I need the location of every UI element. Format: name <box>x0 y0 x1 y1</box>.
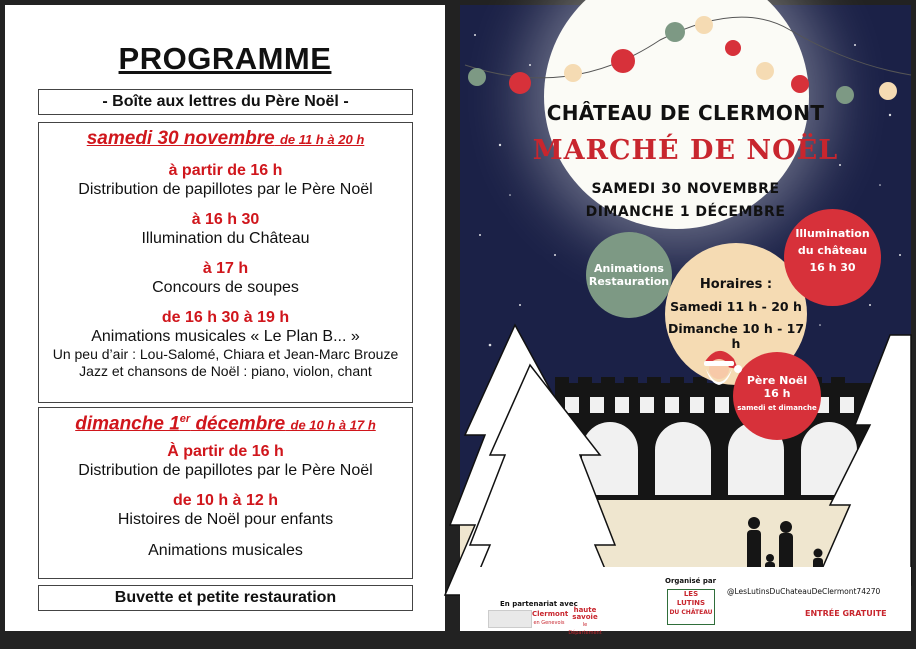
poster-date-1: SAMEDI 30 NOVEMBRE <box>591 181 780 197</box>
event-time: à 16 h 30 <box>191 211 260 228</box>
event-time: à 17 h <box>202 260 249 277</box>
poster-subtitle: MARCHÉ DE NOËL <box>532 135 839 166</box>
partner-photo-logo <box>488 610 532 628</box>
event-time: de 10 h à 12 h <box>173 492 278 510</box>
poster-title: CHÂTEAU DE CLERMONT <box>546 101 825 125</box>
haute-savoie-logo: haute savoie le Département <box>568 606 602 636</box>
day2-box <box>38 407 413 579</box>
event-desc: Distribution de papillotes par le Père Noël <box>78 462 373 480</box>
buvette-box: Buvette et petite restauration <box>38 585 413 611</box>
event-desc: Concours de soupes <box>152 279 299 296</box>
event-extra: Animations musicales <box>148 542 303 560</box>
event-desc: Histoires de Noël pour enfants <box>117 511 334 529</box>
event-time: À partir de 16 h <box>167 443 284 461</box>
horaires-badge: Horaires : Samedi 11 h - 20 h Dimanche 10 h - 17 h <box>665 243 807 385</box>
social-handle: @LesLutinsDuChateauDeClermont74270 <box>727 587 881 596</box>
illumination-badge: Illumination du château 16 h 30 <box>784 209 881 306</box>
event-desc: Animations musicales « Le Plan B... » <box>91 328 360 345</box>
event-desc: Distribution de papillotes par le Père Noël <box>78 181 373 198</box>
poster-date-2: DIMANCHE 1 DÉCEMBRE <box>585 204 786 220</box>
santa-icon <box>698 345 740 391</box>
event-extra: Jazz et chansons de Noël : piano, violon, chant <box>79 363 372 379</box>
event-extra: Un peu d’air : Lou-Salomé, Chiara et Jean-Marc Brouze <box>52 346 399 362</box>
partenariat-label: En partenariat avec <box>500 600 578 608</box>
day1-box <box>38 122 413 403</box>
organise-label: Organisé par <box>665 577 717 585</box>
animations-badge: Animations Restauration <box>586 232 672 318</box>
event-time: à partir de 16 h <box>168 162 283 179</box>
programme-title: PROGRAMME <box>118 41 332 76</box>
poster <box>460 5 911 636</box>
day1-heading: samedi 30 novembre de 11 h à 20 h <box>86 128 365 149</box>
day2-heading: dimanche 1er décembre de 10 h à 17 h <box>75 413 376 435</box>
clermont-logo: Clermont en Genevois <box>532 610 569 626</box>
lutins-logo: LES LUTINS DU CHÂTEAU <box>667 589 715 625</box>
boite-aux-lettres-box: - Boîte aux lettres du Père Noël - <box>38 89 413 115</box>
event-desc: Illumination du Château <box>141 230 310 247</box>
event-time: de 16 h 30 à 19 h <box>161 309 290 326</box>
entree-gratuite: ENTRÉE GRATUITE <box>805 609 887 618</box>
pere-noel-badge: Père Noël 16 h samedi et dimanche <box>733 352 821 440</box>
poster-footer <box>460 567 911 636</box>
programme-sheet <box>5 5 445 631</box>
